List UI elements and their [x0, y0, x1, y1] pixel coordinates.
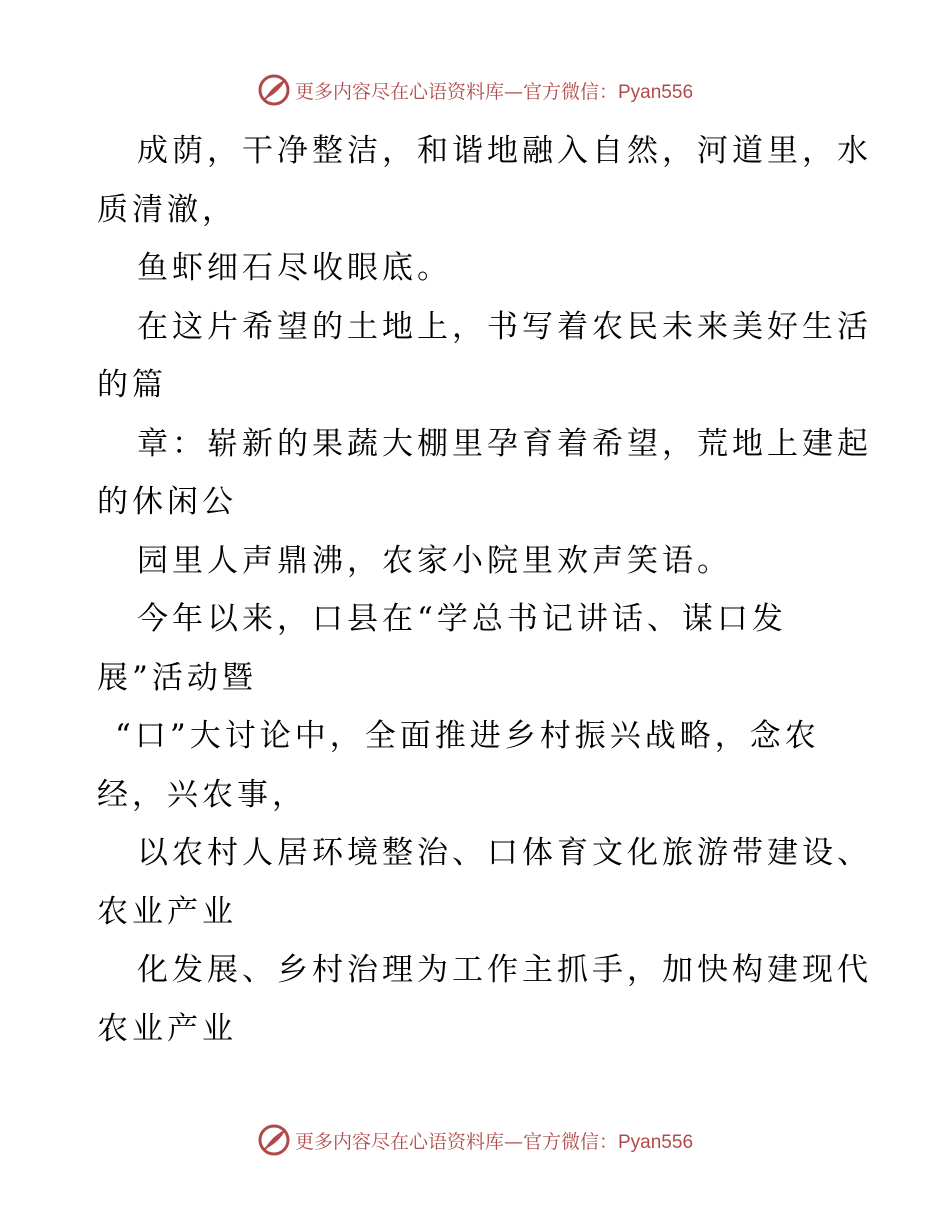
body-line: 成荫，干净整洁，和谐地融入自然，河道里，水	[137, 133, 872, 169]
footer-banner-wechat: Pyan556	[618, 1131, 694, 1153]
body-line: 以农村人居环境整治、口体育文化旅游带建设、	[137, 835, 872, 871]
footer-banner-text	[295, 1127, 693, 1154]
body-line: 章：崭新的果蔬大棚里孕育着希望，荒地上建起	[137, 425, 872, 462]
header-banner	[0, 70, 950, 110]
body-line: 化发展、乡村治理为工作主抓手，加快构建现代	[137, 952, 872, 988]
body-line: 质清澈，	[97, 191, 237, 228]
body-line: “口”大讨论中，全面推进乡村振兴战略，念农	[115, 718, 820, 754]
footer-banner	[0, 1120, 950, 1160]
body-line: 农业产业	[97, 1010, 237, 1047]
body-line: 农业产业	[97, 893, 237, 930]
footer-banner-cn: 更多内容尽在心语资料库—官方微信：	[294, 1130, 618, 1153]
header-banner-cn: 更多内容尽在心语资料库—官方微信：	[294, 80, 618, 103]
body-line: 园里人声鼎沸，农家小院里欢声笑语。	[137, 542, 732, 579]
body-line: 今年以来，口县在“学总书记讲话、谋口发	[137, 601, 787, 637]
body-line: 鱼虾细石尽收眼底。	[137, 250, 452, 286]
quill-logo-icon	[257, 1123, 291, 1157]
header-banner-wechat: Pyan556	[618, 81, 694, 103]
header-banner-text	[295, 77, 693, 104]
body-line: 展”活动暨	[97, 659, 257, 696]
body-line: 的篇	[97, 367, 167, 403]
body-line: 的休闲公	[97, 484, 237, 520]
document-body	[97, 122, 872, 1058]
body-line: 在这片希望的土地上，书写着农民未来美好生活	[137, 308, 872, 345]
body-line: 经，兴农事，	[97, 776, 307, 813]
quill-logo-icon	[257, 73, 291, 107]
